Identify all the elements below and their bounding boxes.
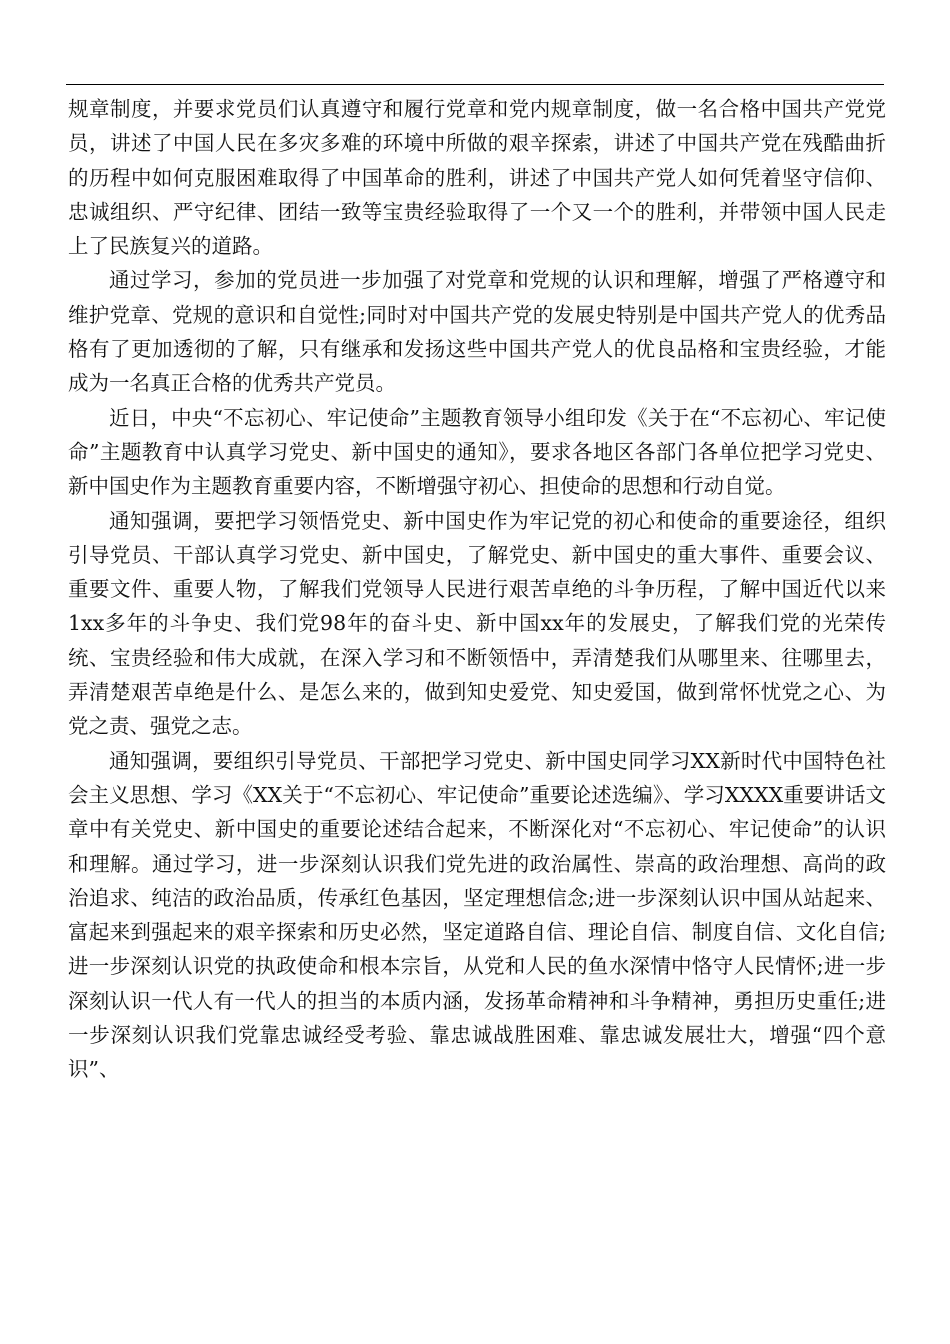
paragraph-notice-issued: 近日，中央“不忘初心、牢记使命”主题教育领导小组印发《关于在“不忘初心、牢记使命”主题教育中认真学习党史、新中国史的通知》，要求各地区各部门各单位把学习党史、新中国史作为主题教育重要内容，不断增强守初心、担使命的思想和行动自觉。 — [68, 405, 886, 499]
paragraph-continuation: 规章制度，并要求党员们认真遵守和履行党章和党内规章制度，做一名合格中国共产党党员，讲述了中国人民在多灾多难的环境中所做的艰辛探索，讲述了中国共产党在残酷曲折的历程中如何克服困难取得了中国革命的胜利，讲述了中国共产党人如何凭着坚守信仰、忠诚组织、严守纪律、团结一致等宝贵经验取得了一个又一个的胜利，并带领中国人民走上了民族复兴的道路。 — [68, 97, 886, 259]
paragraph-notice-emphasis-1: 通知强调，要把学习领悟党史、新中国史作为牢记党的初心和使命的重要途径，组织引导党员、干部认真学习党史、新中国史，了解党史、新中国史的重大事件、重要会议、重要文件、重要人物，了解我们党领导人民进行艰苦卓绝的斗争历程，了解中国近代以来1xx多年的斗争史、我们党98年的奋斗史、新中国xx年的发展史，了解我们党的光荣传统、宝贵经验和伟大成就，在深入学习和不断领悟中，弄清楚我们从哪里来、往哪里去，弄清楚艰苦卓绝是什么、是怎么来的，做到知史爱党、知史爱国，做到常怀忧党之心、为党之责、强党之志。 — [68, 508, 886, 739]
paragraph-study-result: 通过学习，参加的党员进一步加强了对党章和党规的认识和理解，增强了严格遵守和维护党章、党规的意识和自觉性;同时对中国共产党的发展史特别是中国共产党人的优秀品格有了更加透彻的了解，只有继承和发扬这些中国共产党人的优良品格和宝贵经验，才能成为一名真正合格的优秀共产党员。 — [68, 268, 886, 396]
header-rule — [66, 84, 884, 85]
document-body — [68, 92, 886, 1087]
paragraph-notice-emphasis-2: 通知强调，要组织引导党员、干部把学习党史、新中国史同学习XX新时代中国特色社会主义思想、学习《XX关于“不忘初心、牢记使命”重要论述选编》、学习XXXX重要讲话文章中有关党史、新中国史的重要论述结合起来，不断深化对“不忘初心、牢记使命”的认识和理解。通过学习，进一步深刻认识我们党先进的政治属性、崇高的政治理想、高尚的政治追求、纯洁的政治品质，传承红色基因，坚定理想信念;进一步深刻认识中国从站起来、富起来到强起来的艰辛探索和历史必然，坚定道路自信、理论自信、制度自信、文化自信;进一步深刻认识党的执政使命和根本宗旨，从党和人民的鱼水深情中恪守人民情怀;进一步深刻认识一代人有一代人的担当的本质内涵，发扬革命精神和斗争精神，勇担历史重任;进一步深刻认识我们党靠忠诚经受考验、靠忠诚战胜困难、靠忠诚发展壮大，增强“四个意识”、 — [68, 748, 886, 1082]
